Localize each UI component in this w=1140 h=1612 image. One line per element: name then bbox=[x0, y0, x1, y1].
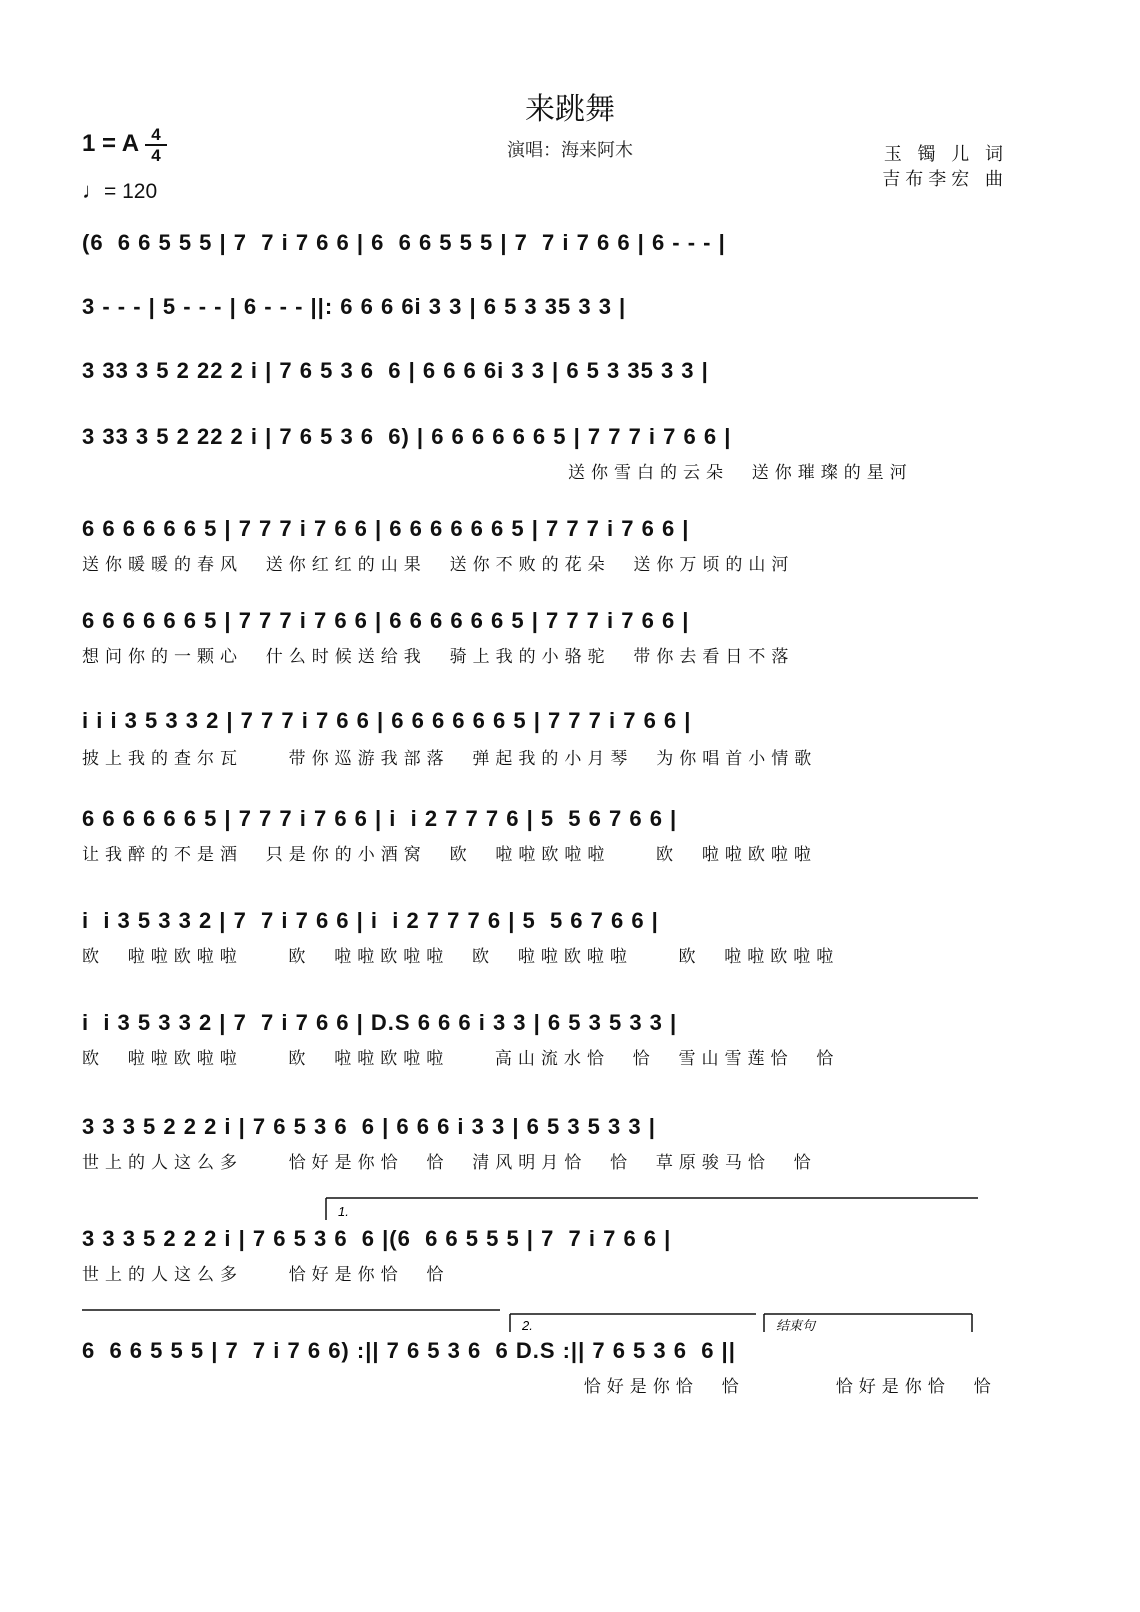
notation-row-10: i i 3 5 3 3 2 | 7 7 i 7 6 6 | D.S 6 6 6 i 3 3 | 6 5 3 5 3 3 | bbox=[82, 1010, 678, 1035]
lyric-row-12: 世上的人这么多 恰好是你恰 恰 bbox=[82, 1265, 450, 1285]
notation-row-1: (6 6 6 5 5 5 | 7 7 i 7 6 6 | 6 6 6 5 5 5 | 7 7 i 7 6 6 | 6 - - - | bbox=[82, 230, 726, 255]
notation-row-2: 3 - - - | 5 - - - | 6 - - - ||: 6 6 6 6i 3 3 | 6 5 3 35 3 3 | bbox=[82, 294, 627, 319]
quarter-note-icon: ♩ bbox=[82, 178, 104, 203]
composer-credit: 吉布李宏 曲 bbox=[882, 169, 1008, 190]
lyric-row-9: 欧 啦啦欧啦啦 欧 啦啦欧啦啦 欧 啦啦欧啦啦 欧 啦啦欧啦啦 bbox=[82, 947, 840, 967]
notation-row-9: i i 3 5 3 3 2 | 7 7 i 7 6 6 | i i 2 7 7 7 6 | 5 5 6 7 6 6 | bbox=[82, 908, 659, 933]
notation-row-3: 3 33 3 5 2 22 2 i | 7 6 5 3 6 6 | 6 6 6 6i 3 3 | 6 5 3 35 3 3 | bbox=[82, 358, 709, 383]
time-signature-bottom: 4 bbox=[151, 146, 161, 165]
notation-row-13: 6 6 6 5 5 5 | 7 7 i 7 6 6) :|| 7 6 5 3 6 6 D.S :|| 7 6 5 3 6 6 || bbox=[82, 1338, 736, 1363]
lyric-row-10: 欧 啦啦欧啦啦 欧 啦啦欧啦啦 高山流水恰 恰 雪山雪莲恰 恰 bbox=[82, 1049, 840, 1069]
lyric-row-5: 送你暖暖的春风 送你红红的山果 送你不败的花朵 送你万顷的山河 bbox=[82, 555, 795, 575]
notation-row-4: 3 33 3 5 2 22 2 i | 7 6 5 3 6 6) | 6 6 6 6 6 6 5 | 7 7 7 i 7 6 6 | bbox=[82, 424, 732, 449]
lyric-row-4: 送你雪白的云朵 送你璀璨的星河 bbox=[568, 463, 913, 483]
tempo-value: = 120 bbox=[104, 180, 158, 203]
lyric-row-13: 恰好是你恰 恰 恰好是你恰 恰 bbox=[82, 1377, 997, 1397]
notation-row-6: 6 6 6 6 6 6 5 | 7 7 7 i 7 6 6 | 6 6 6 6 6 6 5 | 7 7 7 i 7 6 6 | bbox=[82, 608, 690, 633]
volta-second-label: 2. bbox=[522, 1318, 533, 1333]
lyric-row-7: 披上我的查尔瓦 带你巡游我部落 弹起我的小月琴 为你唱首小情歌 bbox=[82, 749, 818, 769]
lyric-row-11: 世上的人这么多 恰好是你恰 恰 清风明月恰 恰 草原骏马恰 恰 bbox=[82, 1153, 817, 1173]
notation-row-5: 6 6 6 6 6 6 5 | 7 7 7 i 7 6 6 | 6 6 6 6 6 6 5 | 7 7 7 i 7 6 6 | bbox=[82, 516, 690, 541]
singer-credit: 演唱：海来阿木 bbox=[507, 140, 633, 161]
lyric-row-8: 让我醉的不是酒 只是你的小酒窝 欧 啦啦欧啦啦 欧 啦啦欧啦啦 bbox=[82, 845, 817, 865]
time-signature-top: 4 bbox=[151, 125, 161, 144]
notation-row-8: 6 6 6 6 6 6 5 | 7 7 7 i 7 6 6 | i i 2 7 7 7 6 | 5 5 6 7 6 6 | bbox=[82, 806, 678, 831]
notation-row-12: 3 3 3 5 2 2 2 i | 7 6 5 3 6 6 |(6 6 6 5 5 5 | 7 7 i 7 6 6 | bbox=[82, 1226, 672, 1251]
lyric-row-6: 想问你的一颗心 什么时候送给我 骑上我的小骆驼 带你去看日不落 bbox=[82, 647, 795, 667]
key-signature: 1 = A bbox=[82, 130, 140, 157]
volta-ending-label: 结束句 bbox=[776, 1319, 816, 1334]
notation-row-7: i i i 3 5 3 3 2 | 7 7 7 i 7 6 6 | 6 6 6 6 6 6 5 | 7 7 7 i 7 6 6 | bbox=[82, 708, 692, 733]
lyricist-credit: 玉 镯 儿 词 bbox=[883, 144, 1008, 165]
notation-row-11: 3 3 3 5 2 2 2 i | 7 6 5 3 6 6 | 6 6 6 i 3 3 | 6 5 3 5 3 3 | bbox=[82, 1114, 656, 1139]
song-title: 来跳舞 bbox=[525, 92, 615, 127]
volta-first-label: 1. bbox=[338, 1204, 349, 1219]
